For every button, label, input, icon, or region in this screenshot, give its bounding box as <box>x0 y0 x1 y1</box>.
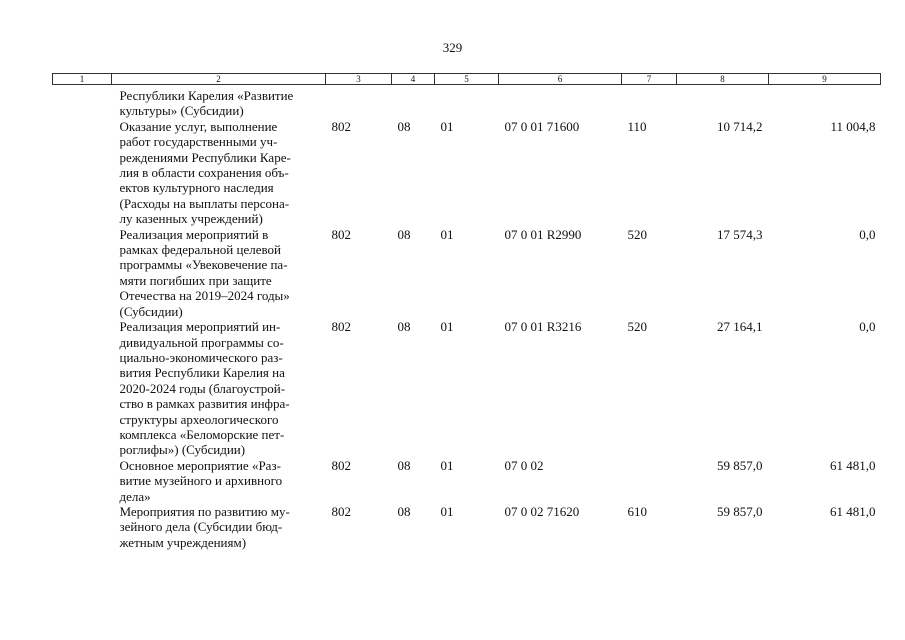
expense-type-cell <box>622 458 677 504</box>
expense-type-cell: 110 <box>627 118 647 134</box>
item-name-line: вития Республики Карелия на <box>119 365 285 381</box>
column-header: 3 <box>326 74 392 85</box>
item-name-line: зейного дела (Субсидии бюд- <box>119 519 283 535</box>
target-article-cell <box>499 85 622 119</box>
column-header: 5 <box>435 74 499 85</box>
item-name-line: структуры археологического <box>119 411 279 427</box>
item-name-line: Республики Карелия «Развитие <box>119 88 294 103</box>
department-code-cell: 802 <box>331 319 351 335</box>
item-name-cell <box>112 227 326 319</box>
item-name-line: лу казенных учреждений) <box>119 211 263 227</box>
item-name-line: Оказание услуг, выполнение <box>119 118 278 134</box>
table-row <box>53 85 881 119</box>
subsection-code-cell: 01 <box>440 457 454 473</box>
column-header: 2 <box>112 74 326 85</box>
item-name-line: работ государственными уч- <box>119 134 278 150</box>
column-number-row <box>53 74 881 85</box>
column-header: 9 <box>769 74 881 85</box>
row-number-cell <box>53 119 112 227</box>
item-name-line: Реализация мероприятий в <box>119 226 269 242</box>
expense-type-cell <box>622 85 677 119</box>
item-name-line: дивидуальной программы со- <box>119 334 284 350</box>
item-name-cell <box>112 85 326 119</box>
target-article-cell: 07 0 02 <box>504 457 544 473</box>
item-name-line: программы «Увековечение па- <box>119 257 288 273</box>
amount-year2-cell: 0,0 <box>859 226 876 242</box>
item-name-line: Отечества на 2019–2024 годы» <box>119 288 290 304</box>
item-name-line: лия в области сохранения объ- <box>119 165 289 181</box>
item-name-line: ектов культурного наследия <box>119 180 274 196</box>
amount-year2-cell: 61 481,0 <box>830 503 876 519</box>
section-code-cell: 08 <box>397 118 411 134</box>
row-number-cell <box>53 85 112 119</box>
budget-table <box>52 73 881 550</box>
amount-year1-cell: 17 574,3 <box>717 226 763 242</box>
item-name-line: рамках федеральной целевой <box>119 242 281 258</box>
amount-year2-cell: 61 481,0 <box>830 457 876 473</box>
amount-year1-cell <box>677 85 769 119</box>
item-name-line: (Расходы на выплаты персона- <box>119 195 290 211</box>
department-code-cell: 802 <box>331 118 351 134</box>
section-code-cell <box>392 85 435 119</box>
item-name-line: роглифы») (Субсидии) <box>119 442 246 458</box>
item-name-line: реждениями Республики Каре- <box>119 149 291 165</box>
expense-type-cell: 610 <box>627 503 647 519</box>
column-header: 6 <box>499 74 622 85</box>
subsection-code-cell: 01 <box>440 319 454 335</box>
section-code-cell: 08 <box>397 226 411 242</box>
column-header: 1 <box>53 74 112 85</box>
item-name-line: ство в рамках развития инфра- <box>119 396 290 412</box>
subsection-code-cell: 01 <box>440 503 454 519</box>
item-name-line: жетным учреждениям) <box>119 534 247 550</box>
column-header: 8 <box>677 74 769 85</box>
table-row <box>53 119 881 227</box>
row-number-cell <box>53 227 112 319</box>
target-article-cell: 07 0 01 R2990 <box>504 226 582 242</box>
table-row <box>53 319 881 458</box>
amount-year2-cell: 11 004,8 <box>830 118 876 134</box>
item-name-line: циально-экономического раз- <box>119 349 283 365</box>
item-name-cell <box>112 119 326 227</box>
amount-year1-cell: 59 857,0 <box>717 457 763 473</box>
column-header: 7 <box>622 74 677 85</box>
department-code-cell: 802 <box>331 226 351 242</box>
amount-year1-cell: 27 164,1 <box>717 319 763 335</box>
expense-type-cell: 520 <box>627 319 647 335</box>
section-code-cell: 08 <box>397 503 411 519</box>
column-header: 4 <box>392 74 435 85</box>
subsection-code-cell <box>435 85 499 119</box>
item-name-line: дела» <box>119 488 151 504</box>
target-article-cell: 07 0 02 71620 <box>504 503 580 519</box>
item-name-line: (Субсидии) <box>119 303 183 319</box>
item-name-cell <box>112 458 326 504</box>
item-name-line: витие музейного и архивного <box>119 473 283 489</box>
item-name-cell <box>112 504 326 550</box>
table-row <box>53 458 881 504</box>
subsection-code-cell: 01 <box>440 118 454 134</box>
item-name-line: Мероприятия по развитию му- <box>119 503 290 519</box>
department-code-cell <box>326 85 392 119</box>
item-name-line: мяти погибших при защите <box>119 272 272 288</box>
item-name-line: Реализация мероприятий ин- <box>119 319 281 335</box>
page-number: 329 <box>442 40 463 55</box>
item-name-cell <box>112 319 326 458</box>
amount-year1-cell: 10 714,2 <box>717 118 763 134</box>
item-name-line: Основное мероприятие «Раз- <box>119 457 281 473</box>
amount-year2-cell: 0,0 <box>859 319 876 335</box>
amount-year1-cell: 59 857,0 <box>717 503 763 519</box>
table-row <box>53 227 881 319</box>
department-code-cell: 802 <box>331 457 351 473</box>
target-article-cell: 07 0 01 71600 <box>504 118 580 134</box>
row-number-cell <box>53 458 112 504</box>
row-number-cell <box>53 504 112 550</box>
section-code-cell: 08 <box>397 457 411 473</box>
table-row <box>53 504 881 550</box>
item-name-line: 2020-2024 годы (благоустрой- <box>119 380 286 396</box>
target-article-cell: 07 0 01 R3216 <box>504 319 582 335</box>
item-name-line: культуры» (Субсидии) <box>119 103 244 119</box>
section-code-cell: 08 <box>397 319 411 335</box>
department-code-cell: 802 <box>331 503 351 519</box>
row-number-cell <box>53 319 112 458</box>
expense-type-cell: 520 <box>627 226 647 242</box>
subsection-code-cell: 01 <box>440 226 454 242</box>
item-name-line: комплекса «Беломорские пет- <box>119 426 285 442</box>
amount-year2-cell <box>769 85 881 119</box>
